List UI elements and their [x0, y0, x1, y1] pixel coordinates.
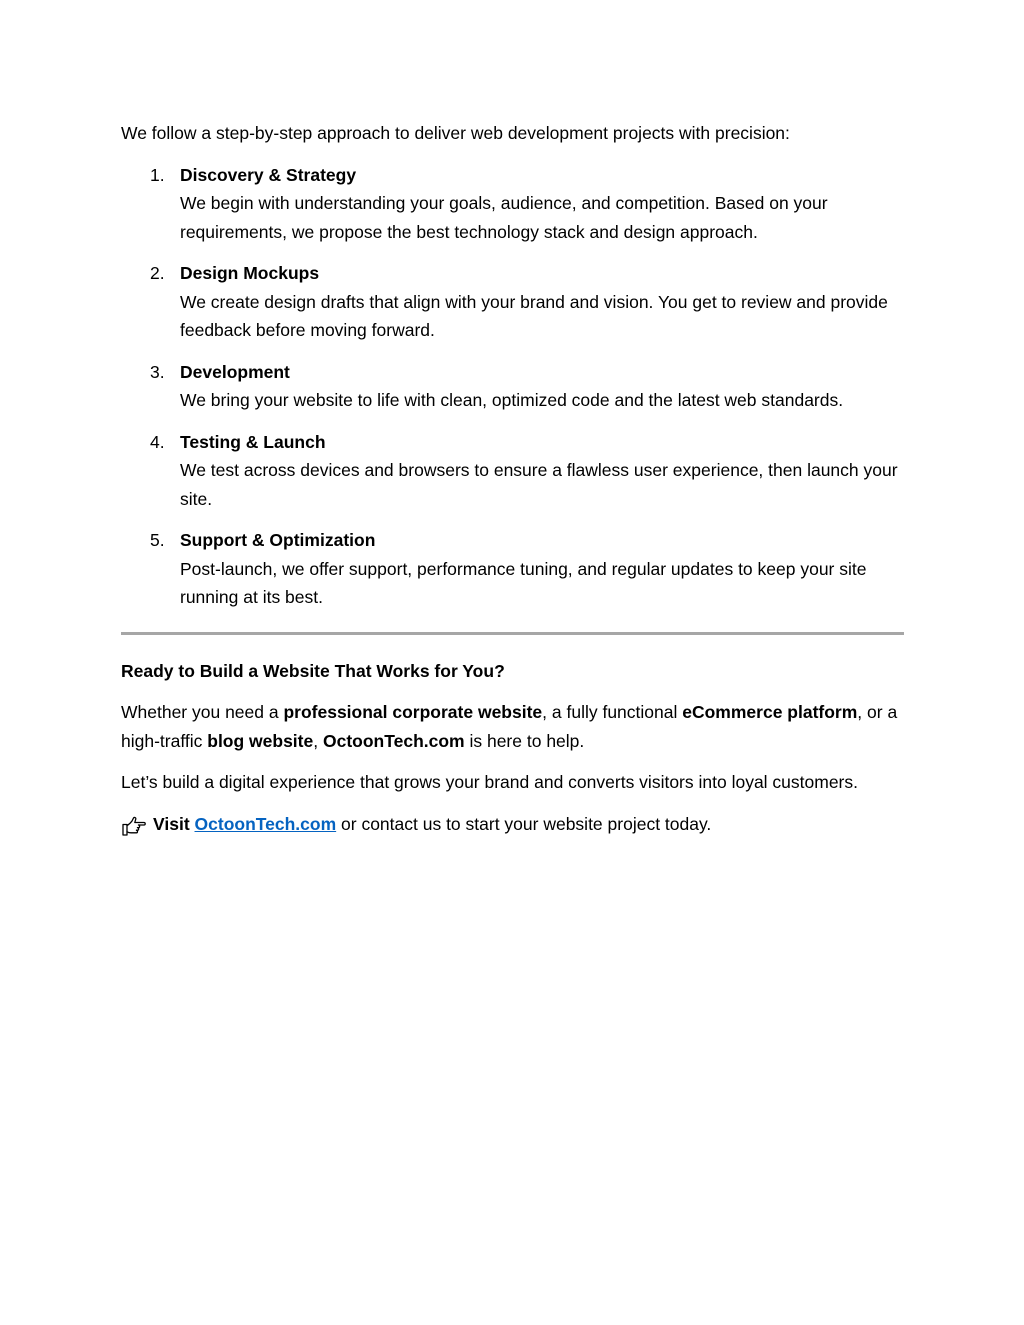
- cta-text: , or a high-traffic: [121, 702, 898, 751]
- document-content: [121, 119, 904, 838]
- cta-bold-text: eCommerce platform: [682, 702, 858, 722]
- step-description: We begin with understanding your goals, audience, and competition. Based on your requirements, we propose the best technology stack and design approach.: [180, 193, 828, 242]
- list-item: [121, 358, 904, 415]
- list-item: [121, 161, 904, 247]
- step-number: 2.: [150, 263, 165, 283]
- step-number: 5.: [150, 530, 165, 550]
- horizontal-divider: [121, 632, 904, 635]
- step-title: Support & Optimization: [180, 530, 376, 550]
- cta-bold-text: OctoonTech.com: [322, 730, 465, 751]
- cta-bold-text: professional corporate website: [283, 702, 543, 722]
- cta-text: is here to help.: [464, 730, 585, 751]
- step-title: Discovery & Strategy: [180, 164, 357, 185]
- step-description: We test across devices and browsers to ensure a flawless user experience, then launch your site.: [180, 460, 898, 509]
- step-title: Testing & Launch: [180, 431, 326, 452]
- cta-text: ,: [313, 730, 323, 751]
- octoontech-link[interactable]: OctoonTech.com: [194, 813, 337, 834]
- step-title: Development: [180, 361, 290, 382]
- visit-label: Visit: [153, 813, 190, 834]
- step-number: 1.: [150, 164, 165, 185]
- intro-paragraph: We follow a step-by-step approach to deliver web development projects with precision:: [121, 123, 790, 143]
- closing-paragraph: Let’s build a digital experience that grows your brand and converts visitors into loyal customers.: [121, 772, 858, 792]
- cta-text: Whether you need a: [121, 702, 284, 722]
- cta-bold-text: blog website: [207, 730, 314, 751]
- cta-text: , a fully functional: [542, 702, 683, 722]
- list-item: [121, 526, 904, 612]
- cta-heading: Ready to Build a Website That Works for You?: [121, 660, 505, 681]
- step-number: 4.: [150, 431, 165, 452]
- list-item: [121, 259, 904, 345]
- step-description: We create design drafts that align with your brand and vision. You get to review and provide feedback before moving forward.: [180, 291, 888, 340]
- visit-line: [121, 810, 904, 839]
- step-number: 3.: [150, 361, 165, 382]
- step-title: Design Mockups: [180, 263, 320, 283]
- step-description: Post-launch, we offer support, performance tuning, and regular updates to keep your site running at its best.: [180, 558, 867, 607]
- pointing-hand-icon: [121, 815, 147, 837]
- process-steps-list: [121, 161, 904, 612]
- list-item: [121, 428, 904, 514]
- step-description: We bring your website to life with clean, optimized code and the latest web standards.: [180, 390, 844, 410]
- visit-rest-text: or contact us to start your website project today.: [336, 813, 712, 834]
- cta-paragraph: [121, 698, 904, 755]
